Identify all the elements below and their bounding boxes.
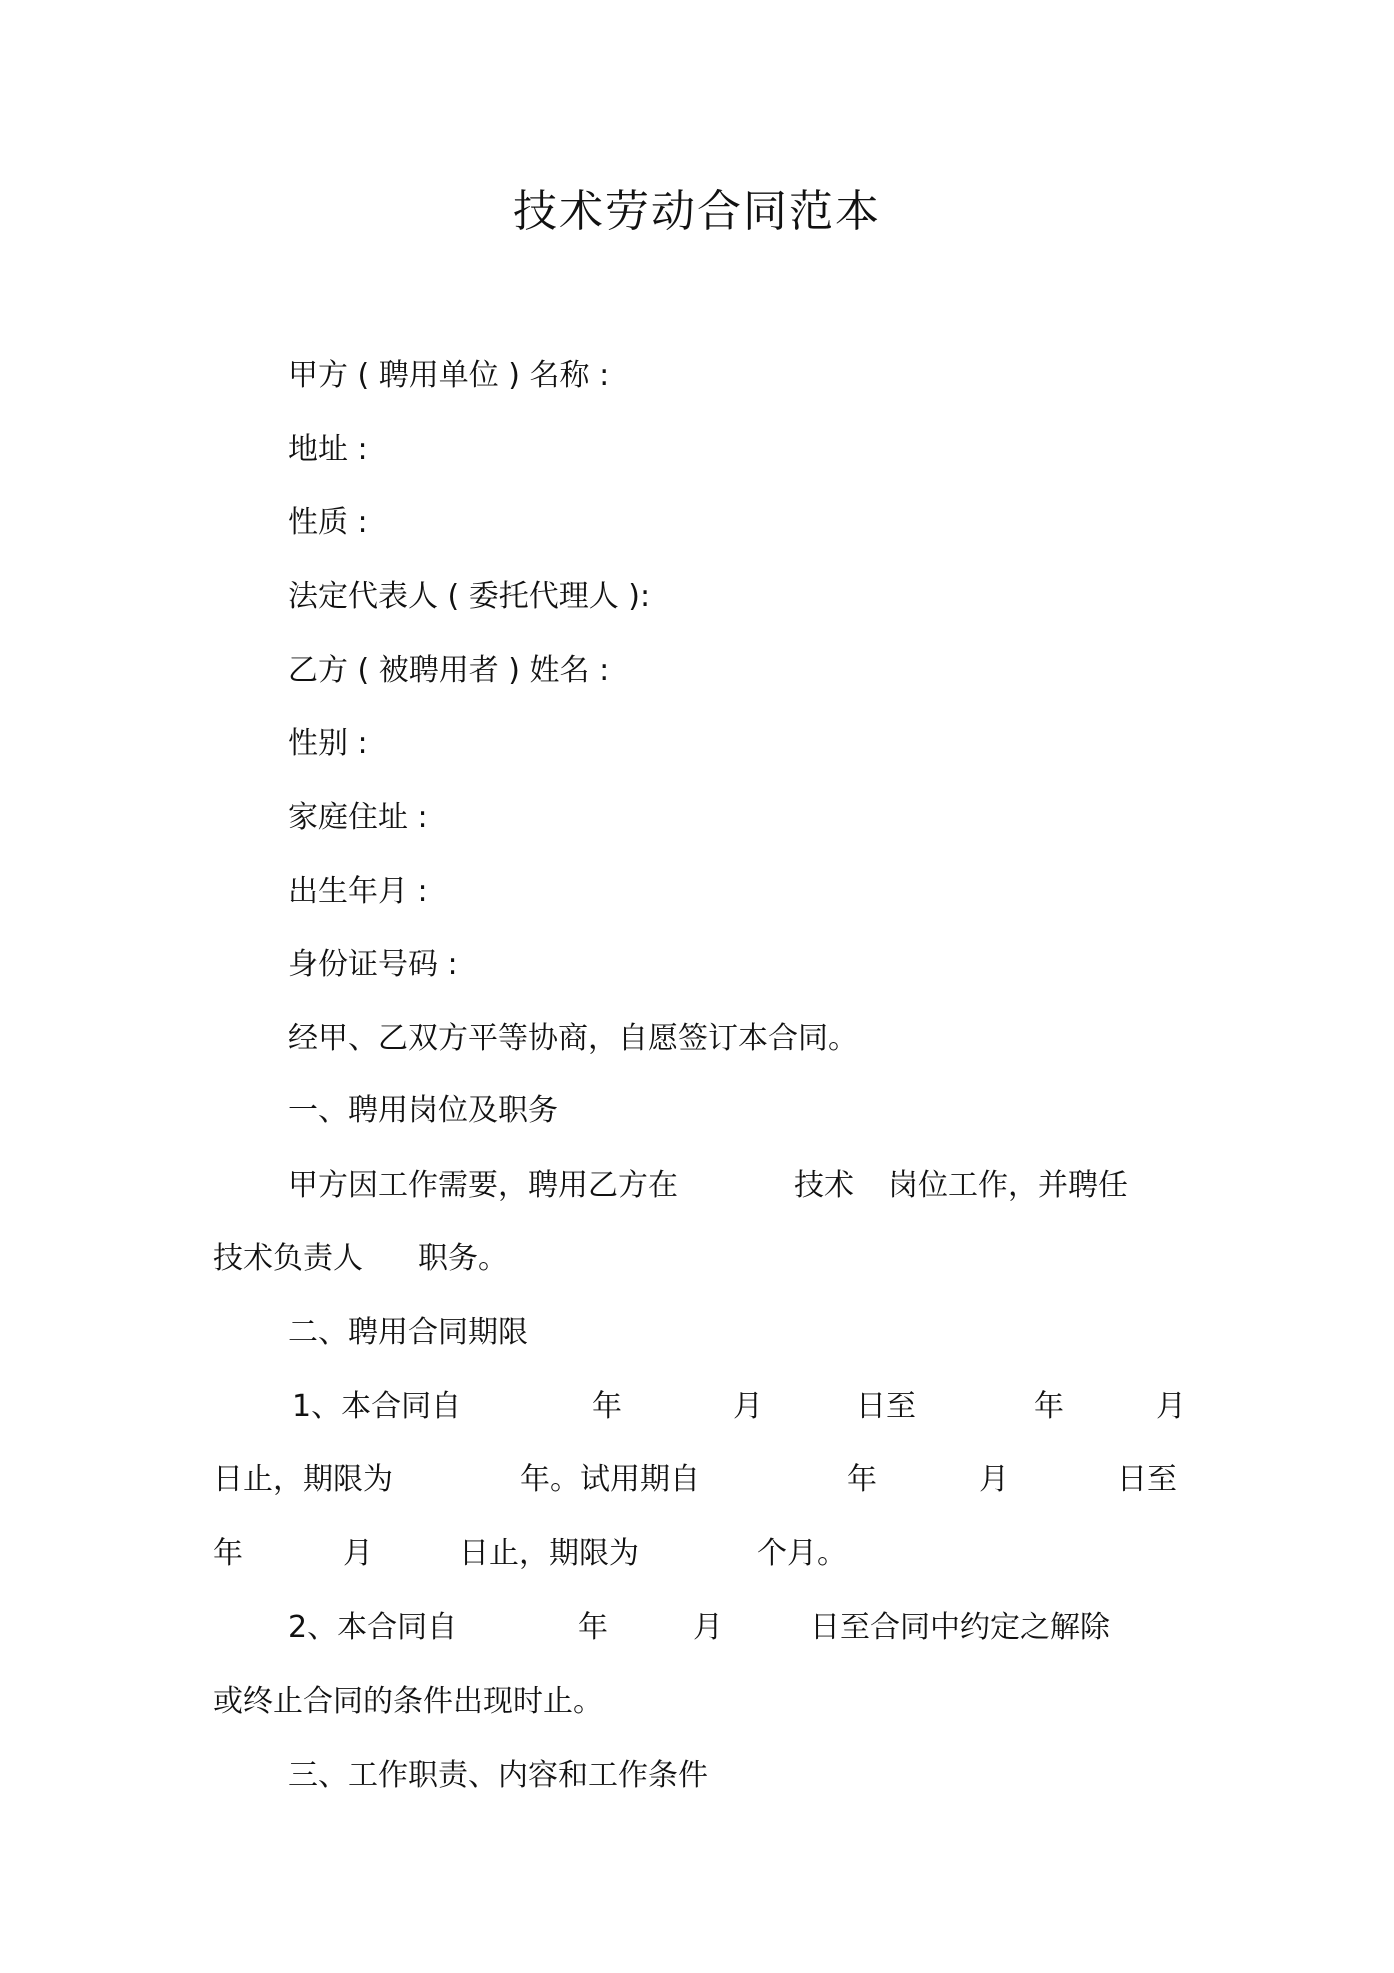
text-segment: 甲方因工作需要，聘用乙方在 bbox=[288, 1168, 678, 1203]
text-segment: 技术负责人 bbox=[213, 1241, 363, 1276]
text-segment: 或终止合同的条件出现时止。 bbox=[213, 1684, 603, 1719]
text-segment: 个月。 bbox=[757, 1536, 847, 1571]
text-segment: 1、本合同自 bbox=[292, 1389, 462, 1424]
field-home-address: 家庭住址 : bbox=[288, 800, 428, 835]
field-address: 地址 : bbox=[288, 432, 368, 467]
text-segment: 月 bbox=[1156, 1389, 1186, 1424]
field-employer-name: 甲方 ( 聘用单位 ) 名称 : bbox=[288, 358, 610, 393]
text-segment: 日止，期限为 bbox=[459, 1536, 639, 1571]
section-2-heading: 二、聘用合同期限 bbox=[288, 1315, 528, 1350]
text-segment: 日止，期限为 bbox=[213, 1462, 393, 1497]
text-segment: 岗位工作，并聘任 bbox=[888, 1168, 1128, 1203]
field-legal-representative: 法定代表人 ( 委托代理人 ): bbox=[288, 579, 651, 614]
text-segment: 年 bbox=[1034, 1389, 1064, 1424]
text-segment: 月 bbox=[693, 1610, 723, 1645]
intro-paragraph: 经甲、乙双方平等协商，自愿签订本合同。 bbox=[288, 1021, 858, 1056]
text-segment: 技术 bbox=[794, 1168, 854, 1203]
field-birth-date: 出生年月 : bbox=[288, 874, 428, 909]
field-employee-name: 乙方 ( 被聘用者 ) 姓名 : bbox=[288, 653, 610, 688]
text-segment: 日至 bbox=[856, 1389, 916, 1424]
text-segment: 年。试用期自 bbox=[520, 1462, 700, 1497]
field-gender: 性别 : bbox=[288, 726, 368, 761]
section-1-heading: 一、聘用岗位及职务 bbox=[288, 1093, 558, 1128]
text-segment: 年 bbox=[213, 1536, 243, 1571]
text-segment: 2、本合同自 bbox=[288, 1610, 458, 1645]
field-id-number: 身份证号码 : bbox=[288, 947, 458, 982]
text-segment: 职务。 bbox=[418, 1241, 508, 1276]
text-segment: 月 bbox=[733, 1389, 763, 1424]
document-title: 技术劳动合同范本 bbox=[513, 186, 881, 237]
text-segment: 月 bbox=[343, 1536, 373, 1571]
text-segment: 年 bbox=[592, 1389, 622, 1424]
text-segment: 月 bbox=[979, 1462, 1009, 1497]
field-nature: 性质 : bbox=[288, 505, 368, 540]
text-segment: 年 bbox=[847, 1462, 877, 1497]
section-3-heading: 三、工作职责、内容和工作条件 bbox=[288, 1758, 708, 1793]
text-segment: 日至合同中约定之解除 bbox=[810, 1610, 1110, 1645]
text-segment: 日至 bbox=[1117, 1462, 1177, 1497]
text-segment: 年 bbox=[578, 1610, 608, 1645]
